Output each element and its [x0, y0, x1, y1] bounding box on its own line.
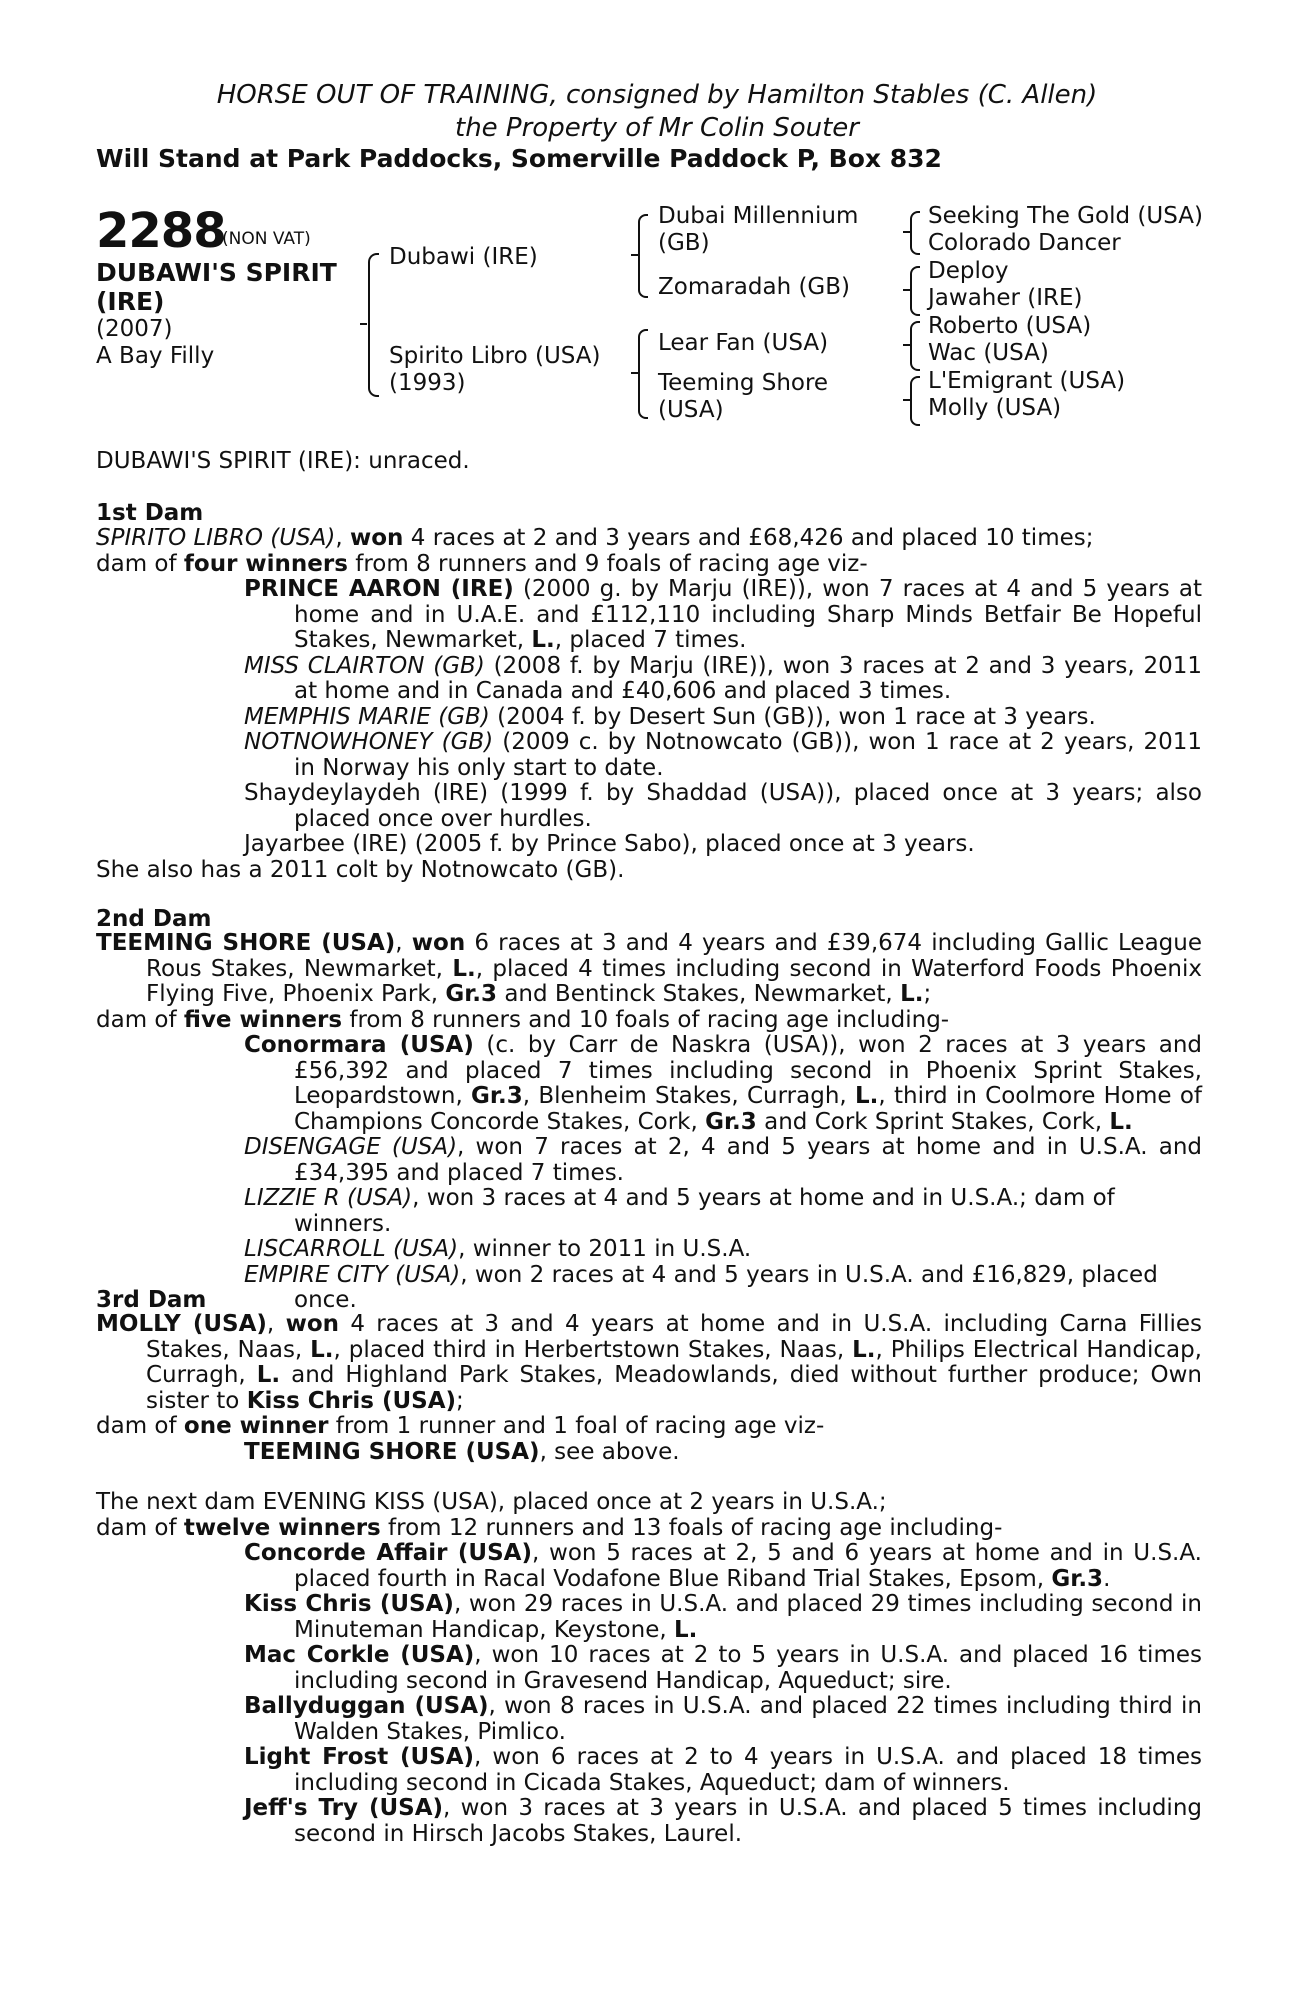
produce-entry: Kiss Chris (USA), won 29 races in U.S.A. and placed 29 times including second in Minuteman Handicap, Keystone, L.: [244, 1591, 1202, 1643]
pedigree-sire-sire-line1: Dubai Millennium: [658, 203, 859, 229]
consignment-line: HORSE OUT OF TRAINING, consigned by Hamilton Stables (C. Allen): [216, 80, 1098, 110]
pedigree-dam-dam-line1: Teeming Shore: [658, 370, 829, 396]
pedigree-bracket-dam-point: [631, 372, 638, 374]
pedigree-bracket-sire-point: [631, 254, 638, 256]
produce-entry: MEMPHIS MARIE (GB) (2004 f. by Desert Sun (GB)), won 1 race at 3 years.: [244, 703, 1096, 730]
produce-entry: TEEMING SHORE (USA), see above.: [244, 1438, 680, 1465]
next-dam-produce-summary: dam of twelve winners from 12 runners and 13 foals of racing age including-: [96, 1514, 1003, 1541]
horse-name-line2: (IRE): [96, 287, 165, 316]
foaling-year: (2007): [96, 316, 173, 342]
third-dam-section: [96, 1312, 1202, 1465]
pedigree-bracket-g3: [910, 321, 920, 371]
pedigree-dam-line2: (1993): [389, 370, 466, 396]
pedigree-gen3-2: Colorado Dancer: [928, 230, 1121, 256]
lot-number: 2288: [96, 203, 226, 259]
grandproduce-entry: LISCARROLL (USA), winner to 2011 in U.S.A.: [244, 1236, 752, 1262]
produce-entry: EMPIRE CITY (USA), won 2 races at 4 and 5 years in U.S.A. and £16,829, placed once.: [244, 1261, 1158, 1313]
pedigree-bracket-g2: [910, 266, 920, 316]
pedigree-bracket-dam: [638, 329, 648, 419]
pedigree-gen3-6: Wac (USA): [928, 340, 1049, 366]
produce-entry: Conormara (USA) (c. by Carr de Naskra (USA)), won 2 races at 3 years and £56,392 and placed 7 times including second in Phoenix Sprint Stakes, Leopardstown, Gr.3, Blenheim Stakes, Curragh, L., third in Coolmore Home of Champions Concorde Stakes, Cork, Gr.3 and Cork Sprint Stakes, Cork, L.: [244, 1032, 1203, 1135]
produce-entry: LIZZIE R (USA), won 3 races at 4 and 5 years at home and in U.S.A.; dam of winners.: [244, 1185, 1115, 1237]
second-dam-heading: 2nd Dam: [96, 906, 212, 932]
produce-entry: Light Frost (USA), won 6 races at 2 to 4 years in U.S.A. and placed 18 times including second in Cicada Stakes, Aqueduct; dam of winners.: [244, 1744, 1202, 1796]
first-dam-produce-summary: dam of four winners from 8 runners and 9 foals of racing age viz-: [96, 550, 868, 577]
first-dam-closing-note: She also has a 2011 colt by Notnowcato (GB).: [96, 856, 625, 883]
pedigree-bracket-g1-point: [903, 231, 910, 233]
next-dam-section: [96, 1490, 1202, 1847]
pedigree-bracket-g4-point: [903, 399, 910, 401]
produce-entry: Mac Corkle (USA), won 10 races at 2 to 5 years in U.S.A. and placed 16 times including second in Gravesend Handicap, Aqueduct; sire.: [244, 1642, 1202, 1694]
produce-entry: Ballyduggan (USA), won 8 races in U.S.A. and placed 22 times including third in Walden Stakes, Pimlico.: [244, 1693, 1202, 1745]
pedigree-bracket-g2-point: [903, 289, 910, 291]
produce-entry: Shaydeylaydeh (IRE) (1999 f. by Shaddad (USA)), placed once at 3 years; also placed once over hurdles.: [244, 780, 1202, 832]
first-dam-heading: 1st Dam: [96, 500, 204, 526]
property-line: the Property of Mr Colin Souter: [455, 113, 859, 143]
vat-status: (NON VAT): [222, 229, 311, 249]
produce-entry: Jayarbee (IRE) (2005 f. by Prince Sabo), placed once at 3 years.: [244, 831, 975, 857]
produce-entry: Concorde Affair (USA), won 5 races at 2, 5 and 6 years at home and in U.S.A. placed fourth in Racal Vodafone Blue Riband Trial Stakes, Epsom, Gr.3.: [244, 1540, 1202, 1592]
produce-entry: DISENGAGE (USA), won 7 races at 2, 4 and 5 years at home and in U.S.A. and £34,395 and placed 7 times.: [244, 1134, 1202, 1186]
produce-entry: NOTNOWHONEY (GB) (2009 c. by Notnowcato (GB)), won 1 race at 2 years, 2011 in Norway his only start to date.: [244, 729, 1203, 781]
pedigree-gen3-1: Seeking The Gold (USA): [928, 203, 1203, 229]
horse-name: [96, 258, 337, 316]
pedigree-dam-line1: Spirito Libro (USA): [389, 343, 601, 369]
second-dam-record: TEEMING SHORE (USA), won 6 races at 3 and 4 years and £39,674 including Gallic League Rous Stakes, Newmarket, L., placed 4 times including second in Waterford Foods Phoenix Flying Five, Phoenix Park, Gr.3 and Bentinck Stakes, Newmarket, L.;: [96, 930, 1202, 1007]
first-dam-record: SPIRITO LIBRO (USA), won 4 races at 2 and 3 years and £68,426 and placed 10 times;: [96, 525, 1094, 551]
pedigree-bracket-main: [368, 253, 379, 397]
second-dam-produce-summary: dam of five winners from 8 runners and 10 foals of racing age including-: [96, 1006, 950, 1033]
race-record-note: DUBAWI'S SPIRIT (IRE): unraced.: [96, 448, 470, 474]
pedigree-sire-dam: Zomaradah (GB): [658, 274, 851, 300]
pedigree-bracket-g3-point: [903, 344, 910, 346]
pedigree-gen3-5: Roberto (USA): [928, 313, 1092, 339]
pedigree-bracket-g1: [910, 211, 920, 255]
third-dam-record: MOLLY (USA), won 4 races at 3 and 4 years at home and in U.S.A. including Carna Fillies Stakes, Naas, L., placed third in Herbertstown Stakes, Naas, L., Philips Electrical Handicap, Curragh, L. and Highland Park Stakes, Meadowlands, died without further produce; Own sister to Kiss Chris (USA);: [96, 1311, 1203, 1414]
pedigree-gen3-4: Jawaher (IRE): [928, 285, 1083, 311]
horse-name-line1: DUBAWI'S SPIRIT: [96, 258, 337, 287]
pedigree-dam-sire: Lear Fan (USA): [658, 330, 829, 356]
next-dam-record: The next dam EVENING KISS (USA), placed once at 2 years in U.S.A.;: [96, 1489, 887, 1515]
pedigree-bracket-sire: [638, 214, 648, 298]
produce-entry: Jeff's Try (USA), won 3 races at 3 years in U.S.A. and placed 5 times including second in Hirsch Jacobs Stakes, Laurel.: [244, 1795, 1202, 1847]
pedigree-gen3-3: Deploy: [928, 258, 1009, 284]
pedigree-dam-dam-line2: (USA): [658, 397, 724, 423]
second-dam-section: [96, 931, 1202, 1314]
produce-entry: MISS CLAIRTON (GB) (2008 f. by Marju (IRE)), won 3 races at 2 and 3 years, 2011 at home and in Canada and £40,606 and placed 3 times.: [244, 652, 1202, 704]
pedigree-gen3-7: L'Emigrant (USA): [928, 368, 1126, 394]
pedigree-sire-sire-line2: (GB): [658, 230, 710, 256]
pedigree-bracket-main-point: [360, 323, 367, 325]
pedigree-gen3-8: Molly (USA): [928, 395, 1062, 421]
pedigree-bracket-g4: [910, 376, 920, 426]
produce-entry: PRINCE AARON (IRE) (2000 g. by Marju (IRE)), won 7 races at 4 and 5 years at home and in U.A.E. and £112,110 including Sharp Minds Betfair Be Hopeful Stakes, Newmarket, L., placed 7 times.: [244, 576, 1202, 653]
first-dam-section: [96, 526, 1202, 883]
pedigree-sire: Dubawi (IRE): [389, 244, 538, 270]
third-dam-heading: 3rd Dam: [96, 1287, 207, 1313]
third-dam-produce-summary: dam of one winner from 1 runner and 1 foal of racing age viz-: [96, 1413, 825, 1439]
horse-description: A Bay Filly: [96, 343, 215, 369]
stand-location-line: Will Stand at Park Paddocks, Somerville Paddock P, Box 832: [96, 144, 942, 173]
